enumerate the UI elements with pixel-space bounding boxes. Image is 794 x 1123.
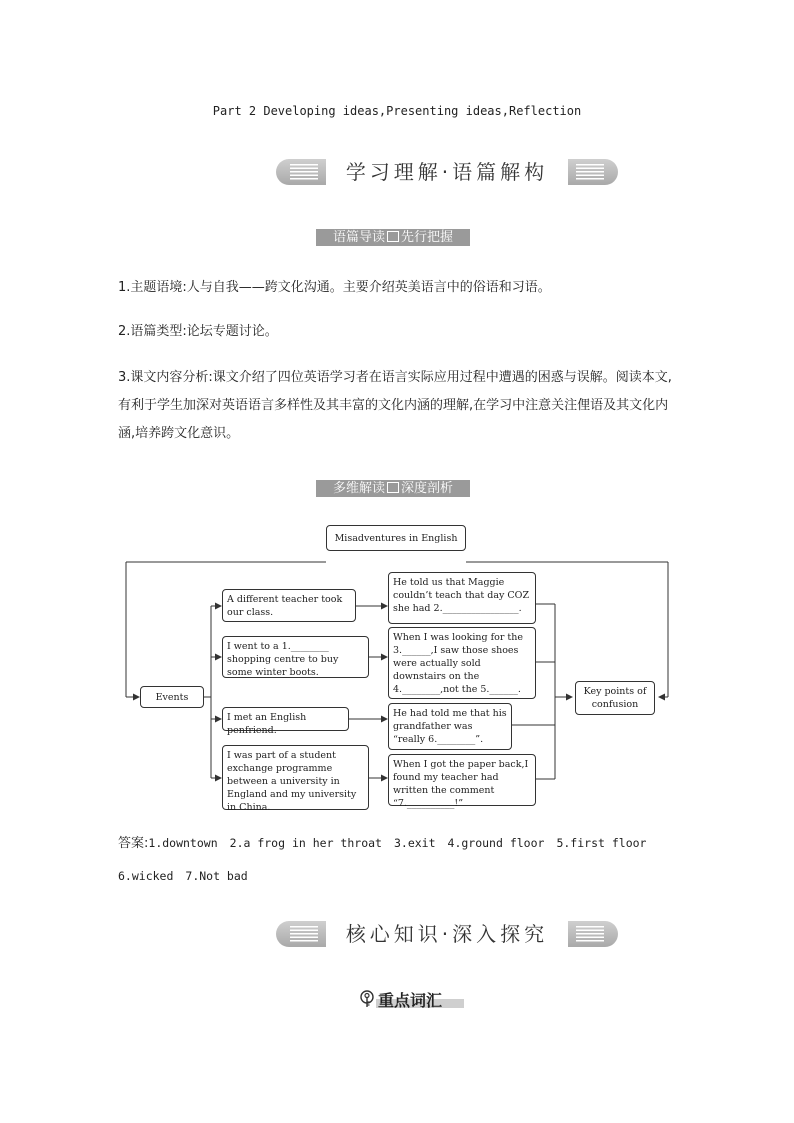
section-title: 重点词汇: [378, 991, 443, 1010]
right-box-2: When I was looking for the 3.______,I saw those shoes were actually sold downstairs on the 4.________,not the 5.______.: [388, 627, 536, 699]
answer-key: [118, 827, 698, 892]
answer-item: 7.Not bad: [185, 869, 248, 883]
tag-right-label: 先行把握: [401, 230, 454, 245]
right-box-4: When I got the paper back,I found my teacher had written the comment “7.__________!”: [388, 754, 536, 806]
section-title-key-vocab: [360, 988, 464, 1010]
key-icon: [360, 990, 374, 1008]
diagram-title-box: Misadventures in English: [326, 525, 466, 551]
intro-paragraph-2: 2.语篇类型:论坛专题讨论。: [118, 324, 278, 339]
tag-left-label: 语篇导读: [332, 230, 385, 245]
banner-stripes-right: [576, 926, 604, 942]
intro-paragraph-1: 1.主题语境:人与自我——跨文化沟通。主要介绍英美语言中的俗语和习语。: [118, 280, 551, 295]
banner-title: 核心知识·深入探究: [345, 922, 549, 946]
banner-title: 学习理解·语篇解构: [345, 160, 549, 184]
events-box: Events: [140, 686, 204, 708]
section-banner-core: [276, 921, 618, 947]
tag-right-label: 深度剖析: [401, 481, 454, 496]
left-box-2: I went to a 1.________ shopping centre to buy some winter boots.: [222, 636, 369, 678]
answer-line-1: [118, 827, 698, 860]
answer-item: 2.a frog in her throat: [229, 836, 382, 850]
right-box-3: He had told me that his grandfather was “really 6.________”.: [388, 703, 512, 750]
banner-stripes-left: [290, 926, 318, 942]
tag-left-label: 多维解读: [332, 481, 385, 496]
answer-line-2: [118, 860, 698, 892]
key-points-box: Key points of confusion: [575, 681, 655, 715]
answer-label: 答案:: [118, 836, 149, 851]
intro-paragraph-3: 3.课文内容分析:课文介绍了四位英语学习者在语言实际应用过程中遭遇的困惑与误解。阅读本文,有利于学生加深对英语语言多样性及其丰富的文化内涵的理解,在学习中注意关注俚语及其文化内涵,培养跨文化意识。: [118, 370, 672, 441]
left-box-4: I was part of a student exchange programme between a university in England and my university in China.: [222, 745, 369, 810]
left-box-3: I met an English penfriend.: [222, 707, 349, 731]
answer-item: 3.exit: [393, 836, 436, 850]
right-box-1: He told us that Maggie couldn’t teach that day COZ she had 2.________________.: [388, 572, 536, 624]
answer-item: 5.first floor: [556, 836, 647, 850]
answer-item: 6.wicked: [118, 869, 174, 883]
answer-item: 1.downtown: [148, 836, 218, 850]
part-heading: Part 2 Developing ideas,Presenting ideas,Reflection: [212, 104, 582, 118]
answer-item: 4.ground floor: [447, 836, 545, 850]
left-box-1: A different teacher took our class.: [222, 589, 356, 622]
